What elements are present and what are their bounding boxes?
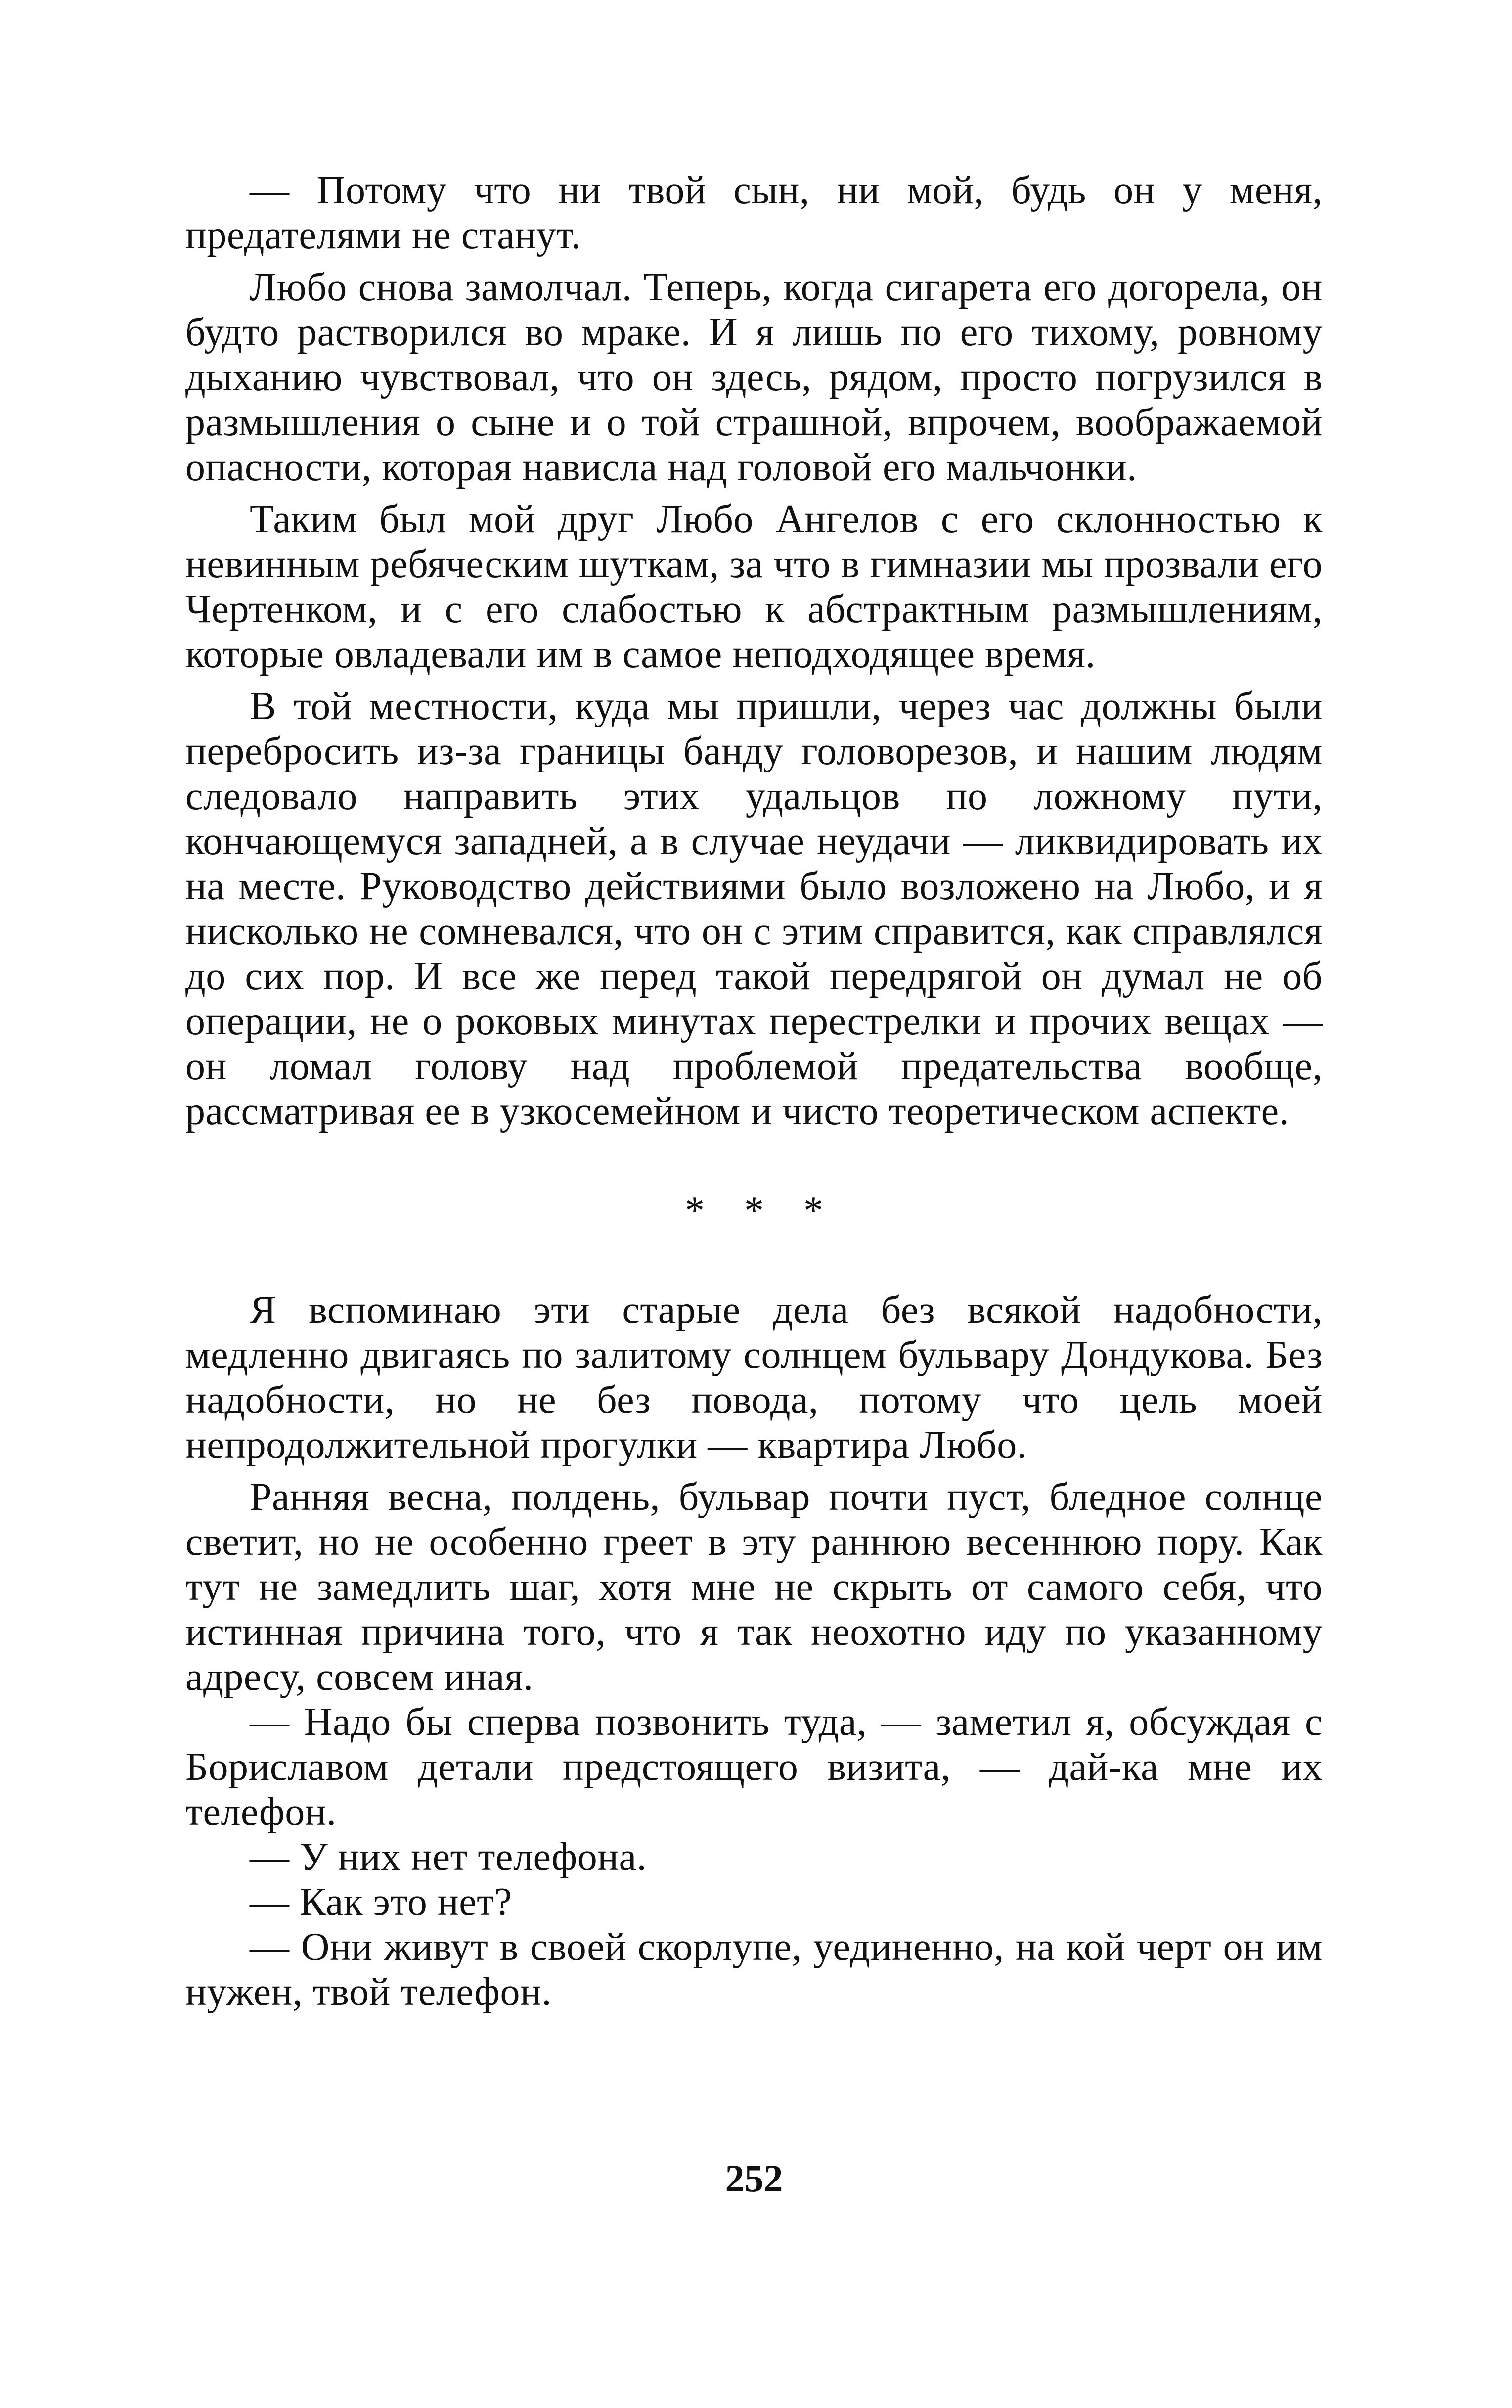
dialogue-line-3: — Как это нет? xyxy=(250,1880,512,1924)
paragraph-1: — Потому что ни твой сын, ни мой, будь он у меня, предателями не станут. xyxy=(185,169,1323,257)
page-number: 252 xyxy=(725,2157,783,2200)
dialogue-line-4: — Они живут в своей скорлупе, уединенно, на кой черт он им нужен, твой телефон. xyxy=(185,1925,1323,2014)
paragraph-2: Любо снова замолчал. Теперь, когда сигарета его догорела, он будто растворился во мраке. И я лишь по его тихому, ровному дыханию чувствовал, что он здесь, рядом, просто погрузился в размышления о сыне и о той страшной, впрочем, воображаемой опасности, которая нависла над головой его мальчонки. xyxy=(185,266,1323,489)
paragraph-5: Я вспоминаю эти старые дела без всякой надобности, медленно двигаясь по залитому солнцем бульвару Дондукова. Без надобности, но не без повода, потому что цель моей непродолжительной прогулки — квартира Любо. xyxy=(185,1288,1323,1467)
paragraph-4: В той местности, куда мы пришли, через час должны были перебросить из-за границы банду головорезов, и нашим людям следовало направить этих удальцов по ложному пути, кончающемуся западней, а в случае неудачи — ликвидировать их на месте. Руководство действиями было возложено на Любо, и я нисколько не сомневался, что он с этим справится, как справлялся до сих пор. И все же перед такой передрягой он думал не об операции, не о роковых минутах перестрелки и прочих вещах — он ломал голову над проблемой предательства вообще, рассматривая ее в узкосемейном и чисто теоретическом аспекте. xyxy=(185,684,1323,1133)
dialogue-line-2: — У них нет телефона. xyxy=(250,1835,647,1879)
paragraph-3: Таким был мой друг Любо Ангелов с его склонностью к невинным ребяческим шуткам, за что в гимназии мы прозвали его Чертенком, и с его слабостью к абстрактным размышлениям, которые овладевали им в самое неподходящее время. xyxy=(185,498,1323,676)
paragraph-6: Ранняя весна, полдень, бульвар почти пуст, бледное солнце светит, но не особенно греет в эту раннюю весеннюю пору. Как тут не замедлить шаг, хотя мне не скрыть от самого себя, что истинная причина того, что я так неохотно иду по указанному адресу, совсем иная. xyxy=(185,1475,1323,1699)
text-column xyxy=(185,168,1323,2015)
section-separator: * * * xyxy=(685,1189,838,1232)
book-page xyxy=(185,168,1323,2200)
dialogue-line-1: — Надо бы сперва позвонить туда, — заметил я, обсуждая с Бориславом детали предстоящего визита, — дай-ка мне их телефон. xyxy=(185,1700,1323,1834)
